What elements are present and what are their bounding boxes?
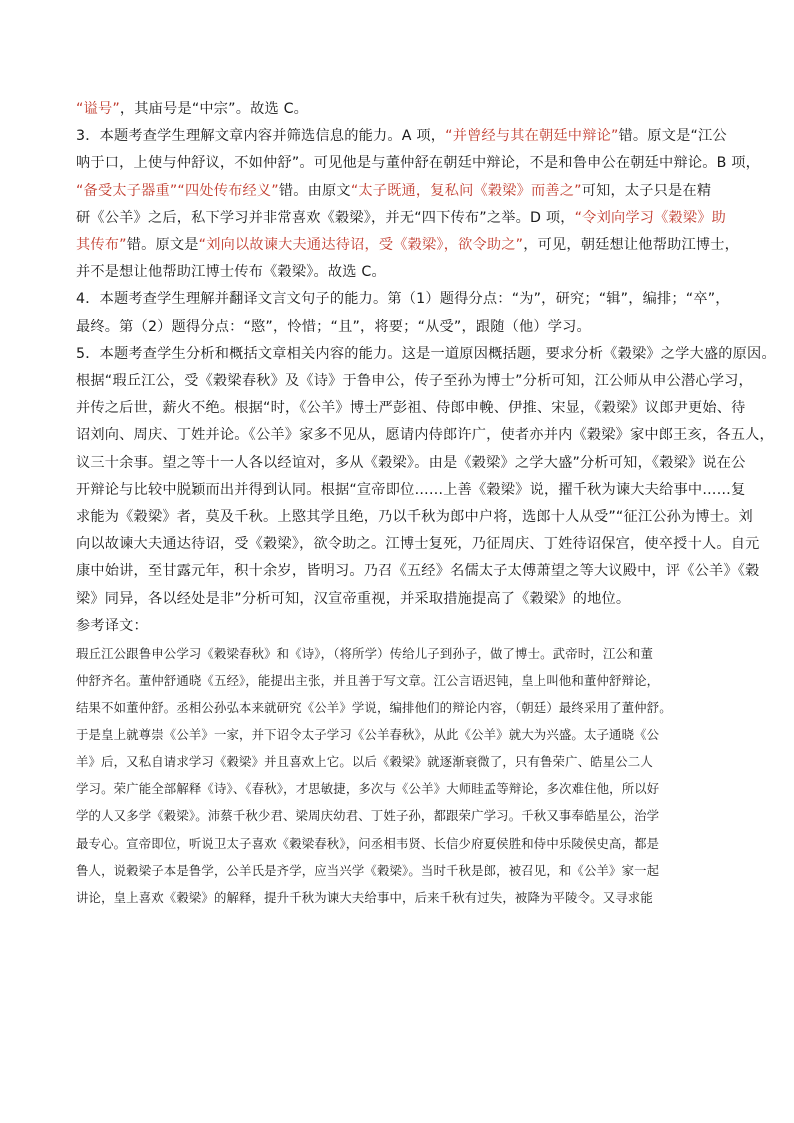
translation-line: 于是皇上就尊崇《公羊》一家，并下诏令太子学习《公羊春秋》，从此《公羊》就大为兴盛。太子通晓《公	[76, 727, 660, 743]
translation-line: 仲舒齐名。董仲舒通晓《五经》，能提出主张，并且善于写文章。江公言语迟钝，皇上叫他和董仲舒辩论，	[76, 672, 660, 688]
explanation-line	[76, 178, 724, 205]
translation-line: 结果不如董仲舒。丞相公孙弘本来就研究《公羊》学说，编排他们的辩论内容，（朝廷）最终采用了董仲舒。	[76, 700, 672, 716]
body-text: 5．本题考查学生分析和概括文章相关内容的能力。这是一道原因概括题，要求分析《穀梁》之学大盛的原因。	[76, 345, 776, 362]
body-text: 3．本题考查学生理解文章内容并筛选信息的能力。A 项，	[76, 128, 446, 145]
quoted-text: “令刘向学习《穀梁》助	[574, 209, 727, 226]
explanation-line	[76, 96, 724, 123]
quoted-text: “刘向以故谏大夫通达待诏，受《穀梁》，欲令助之”	[198, 237, 524, 254]
body-text: 梁》同异，各以经处是非”分析可知，汉宣帝重视，并采取措施提高了《穀梁》的地位。	[76, 590, 631, 607]
translation-line: 鲁人，说穀梁子本是鲁学，公羊氏是齐学，应当兴学《穀梁》。当时千秋是郎，被召见，和《公羊》家一起	[76, 862, 660, 878]
body-text: 研《公羊》之后，私下学习并非常喜欢《穀梁》，并无“四下传布”之举。D 项，	[76, 209, 575, 226]
body-text: 求能为《穀梁》者，莫及千秋。上愍其学且绝，乃以千秋为郎中户将，选郎十人从受”“征江公孙为博士。刘	[76, 509, 753, 526]
body-text: 并传之后世，薪火不绝。根据“时，《公羊》博士严彭祖、侍郎申輓、伊推、宋显，《穀梁》议郎尹更始、待	[76, 400, 746, 417]
body-text: 错。原文是	[126, 237, 199, 254]
reference-translation-heading: 参考译文：	[76, 617, 148, 634]
translation-line: 学的人又多学《穀梁》。沛蔡千秋少君、梁周庆幼君、丁姓子孙，都跟荣广学习。千秋又事奉皓星公，治学	[76, 808, 660, 824]
explanation-line	[76, 558, 760, 585]
explanation-line	[76, 205, 727, 232]
quoted-text: 其传布”	[76, 237, 127, 254]
body-text: 康中始讲，至甘露元年，积十余岁，皆明习。乃召《五经》名儒太子太傅萧望之等大议殿中，评《公羊》《穀	[76, 563, 760, 580]
explanation-line	[76, 259, 724, 286]
body-text: 向以故谏大夫通达待诏，受《穀梁》，欲令助之。江博士复死，乃征周庆、丁姓待诏保宫，使卒授十人。自元	[76, 536, 760, 553]
translation-section	[76, 640, 724, 911]
translation-line: 瑕丘江公跟鲁申公学习《穀梁春秋》和《诗》，（将所学）传给儿子到孙子，做了博士。武帝时，江公和董	[76, 645, 654, 661]
translation-line: 学习。荣广能全部解释《诗》、《春秋》，才思敏捷，多次与《公羊》大师眭孟等辩论，多次难住他，所以好	[76, 781, 660, 797]
body-text: 并不是想让他帮助江博士传布《穀梁》。故选 C。	[76, 264, 386, 281]
body-text: ，其庙号是“中宗”。故选 C。	[119, 101, 309, 117]
quoted-text: “并曾经与其在朝廷中辩论”	[445, 128, 619, 145]
explanation-line	[76, 531, 760, 558]
translation-line: 最专心。宣帝即位，听说卫太子喜欢《穀梁春秋》，问丞相韦贤、长信少府夏侯胜和侍中乐陵侯史高，都是	[76, 835, 660, 851]
explanation-line	[76, 368, 753, 395]
explanation-line	[76, 232, 740, 259]
explanation-line	[76, 150, 761, 177]
explanation-line	[76, 123, 727, 150]
quoted-text: “备受太子器重”“四处传布经义”	[76, 182, 279, 199]
body-text: 根据“瑕丘江公，受《穀梁春秋》及《诗》于鲁申公，传子至孙为博士”分析可知，江公师从申公潜心学习，	[76, 373, 753, 390]
explanation-line	[76, 422, 774, 449]
body-text: 诏刘向、周庆、丁姓并论。《公羊》家多不见从，愿请内侍郎许广，使者亦并内《穀梁》家中郎王亥，各五人，	[76, 427, 774, 444]
quoted-text: “太子既通，复私问《穀梁》而善之”	[350, 182, 582, 199]
explanation-line	[76, 341, 776, 368]
body-text: 4．本题考查学生理解并翻译文言文句子的能力。第（1）题得分点：“为”，研究；“辑”，编排；“卒”，	[76, 291, 730, 308]
body-text: 最终。第（2）题得分点：“愍”，怜惜；“且”，将要；“从受”，跟随（他）学习。	[76, 318, 591, 335]
explanation-line	[76, 477, 746, 504]
explanation-line	[76, 504, 753, 531]
body-text: 可知，太子只是在精	[581, 182, 712, 199]
body-text: 错。由原文	[278, 182, 351, 199]
explanation-section	[76, 96, 776, 613]
body-text: 呐于口，上使与仲舒议，不如仲舒”。可见他是与董仲舒在朝廷中辩论，不是和鲁申公在朝廷中辩论。B 项，	[76, 155, 761, 172]
translation-line: 羊》后，又私自请求学习《穀梁》并且喜欢上它。以后《穀梁》就逐渐衰微了，只有鲁荣广、皓星公二人	[76, 754, 653, 770]
body-text: 开辩论与比较中脱颖而出并得到认同。根据“宣帝即位……上善《穀梁》说，擢千秋为谏大夫给事中……复	[76, 481, 746, 498]
explanation-line	[76, 586, 724, 613]
quoted-text: “谥号”	[76, 101, 120, 117]
answer-explanation-page	[76, 96, 776, 911]
body-text: ，可见，朝廷想让他帮助江博士，	[523, 237, 740, 254]
explanation-line	[76, 286, 730, 313]
body-text: 议三十余事。望之等十一人各以经谊对，多从《穀梁》。由是《穀梁》之学大盛”分析可知，《穀梁》说在公	[76, 454, 746, 471]
explanation-line	[76, 314, 724, 341]
explanation-line	[76, 395, 746, 422]
explanation-line	[76, 450, 746, 477]
translation-line: 讲论，皇上喜欢《穀梁》的解释，提升千秋为谏大夫给事中，后来千秋有过失，被降为平陵令。又寻求能	[76, 889, 653, 905]
body-text: 错。原文是“江公	[618, 128, 727, 145]
